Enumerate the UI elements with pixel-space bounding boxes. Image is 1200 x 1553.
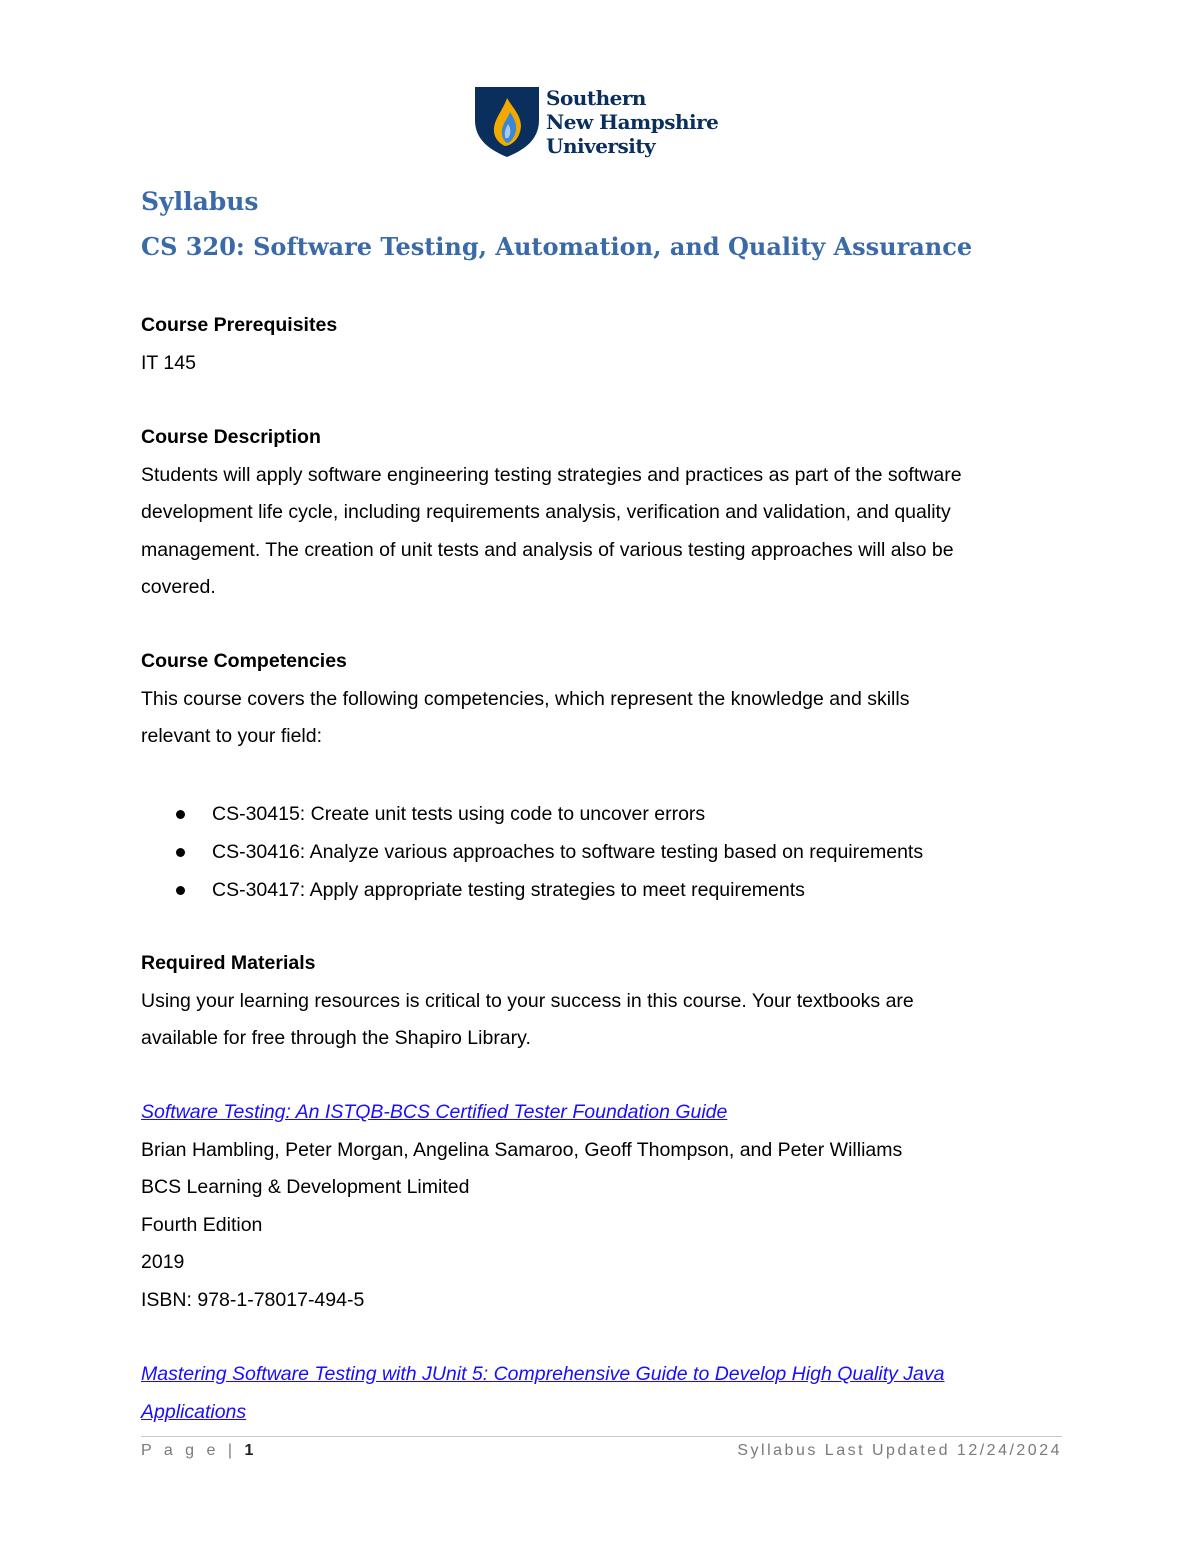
- competencies-intro-line: relevant to your field:: [141, 725, 323, 747]
- textbook-2-link-continued[interactable]: Applications: [141, 1400, 247, 1423]
- list-item: [141, 871, 1071, 909]
- footer-divider: [141, 1436, 1062, 1437]
- logo-wordmark: [546, 86, 736, 158]
- prerequisites-section: [141, 307, 1071, 382]
- textbook-1-authors: Brian Hambling, Peter Morgan, Angelina Samaroo, Geoff Thompson, and Peter Williams: [141, 1138, 903, 1161]
- footer-page-indicator: [141, 1440, 253, 1462]
- competencies-section: [141, 643, 1071, 756]
- competency-text: CS-30415: Create unit tests using code to uncover errors: [212, 803, 706, 825]
- materials-intro-line: Using your learning resources is critical to your success in this course. Your textbooks are: [141, 989, 914, 1012]
- description-line: management. The creation of unit tests and analysis of various testing approaches will also be: [141, 538, 954, 561]
- competencies-list: [141, 795, 1071, 909]
- bullet-icon: [176, 810, 185, 819]
- prerequisites-value: IT 145: [141, 351, 196, 374]
- logo-line-3: University: [546, 134, 656, 158]
- description-section: [141, 419, 1071, 607]
- description-line: Students will apply software engineering testing strategies and practices as part of the software: [141, 463, 962, 486]
- snhu-logo: [474, 86, 734, 158]
- materials-intro-line: available for free through the Shapiro Library.: [141, 1027, 531, 1049]
- competencies-intro-line: This course covers the following competencies, which represent the knowledge and skills: [141, 687, 910, 710]
- textbook-1-edition: Fourth Edition: [141, 1213, 263, 1236]
- competencies-heading: Course Competencies: [141, 650, 347, 672]
- textbook-1-isbn: ISBN: 978-1-78017-494-5: [141, 1288, 365, 1311]
- textbook-2: [141, 1356, 1071, 1431]
- shield-flame-icon: [474, 86, 540, 158]
- list-item: [141, 795, 1071, 833]
- course-title: CS 320: Software Testing, Automation, and Quality Assurance: [141, 232, 973, 261]
- page-label: P a g e |: [141, 1442, 237, 1459]
- textbook-1-year: 2019: [141, 1251, 185, 1273]
- textbook-1-publisher: BCS Learning & Development Limited: [141, 1176, 470, 1198]
- footer-last-updated: Syllabus Last Updated 12/24/2024: [737, 1442, 1062, 1459]
- prerequisites-heading: Course Prerequisites: [141, 314, 338, 336]
- page-number: 1: [244, 1442, 254, 1459]
- description-line: development life cycle, including requirements analysis, verification and validation, and quality: [141, 501, 951, 523]
- competency-text: CS-30416: Analyze various approaches to software testing based on requirements: [212, 841, 924, 863]
- logo-line-2: New Hampshire: [546, 110, 719, 134]
- bullet-icon: [176, 848, 185, 857]
- textbook-1-link[interactable]: Software Testing: An ISTQB-BCS Certified Tester Foundation Guide: [141, 1101, 728, 1123]
- list-item: [141, 833, 1071, 871]
- competency-text: CS-30417: Apply appropriate testing strategies to meet requirements: [212, 879, 805, 901]
- materials-heading: Required Materials: [141, 952, 316, 974]
- textbook-1: [141, 1094, 1071, 1319]
- materials-section: [141, 945, 1071, 1058]
- description-heading: Course Description: [141, 426, 321, 448]
- bullet-icon: [176, 886, 185, 895]
- logo-line-1: Southern: [546, 86, 646, 110]
- description-line: covered.: [141, 576, 216, 598]
- document-title: Syllabus: [141, 187, 259, 216]
- textbook-2-link[interactable]: Mastering Software Testing with JUnit 5: Comprehensive Guide to Develop High Quality Java: [141, 1363, 945, 1385]
